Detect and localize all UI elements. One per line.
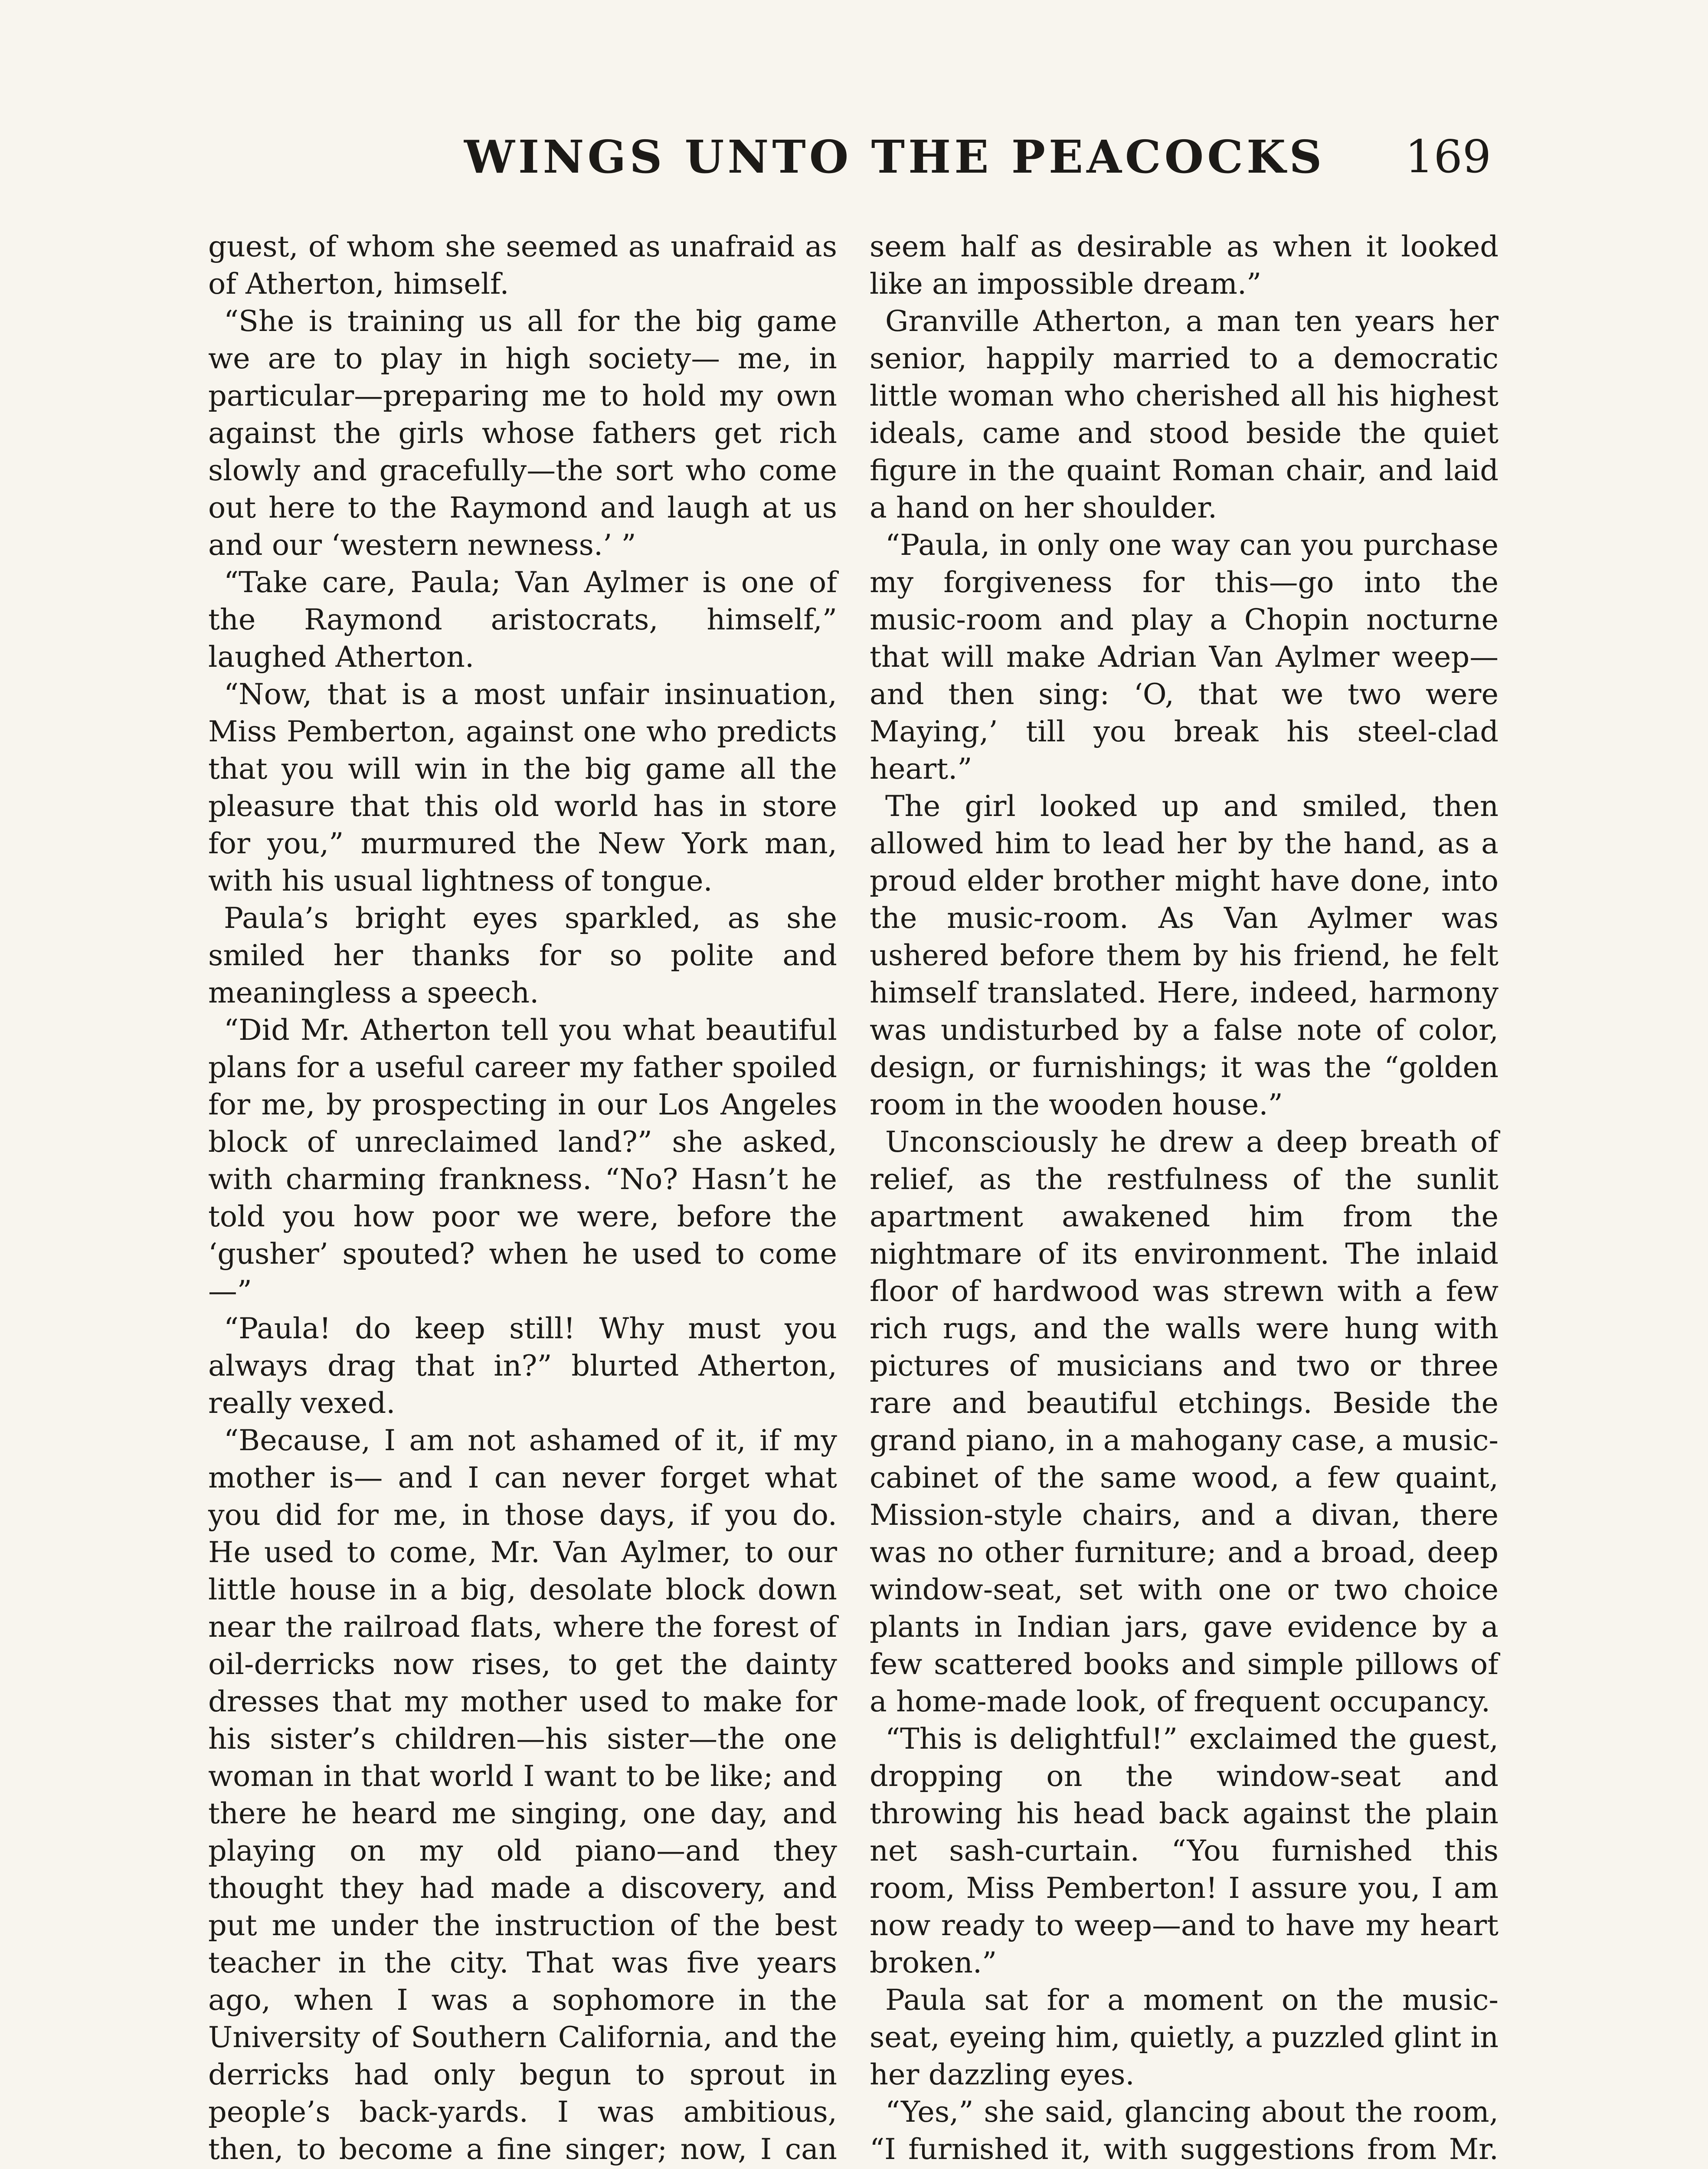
paragraph: “Now, that is a most unfair insinuation, Miss Pemberton, against one who predicts that you will win in the big game all the pleasure that this old world has in store for you,” murmured the New York man, with his usual lightness of tongue. [208, 677, 837, 898]
left-column [208, 228, 837, 2169]
paragraph: “Yes,” she said, glancing about the room, “I furnished it, with suggestions from Mr. [870, 2095, 1499, 2166]
paragraph: Paula sat for a moment on the music-seat, eyeing him, quietly, a puzzled glint in her dazzling eyes. [870, 1983, 1499, 2091]
paragraph: “This is delightful!” exclaimed the guest, dropping on the window-seat and throwing his head back against the plain net sash-curtain. “You furnished this room, Miss Pemberton! I assure you, I am now ready to weep—and to have my heart broken.” [870, 1722, 1499, 1979]
paragraph: “She is training us all for the big game we are to play in high society— me, in particular—preparing me to hold my own against the girls whose fathers get rich slowly and gracefully—the sort who come out here to the Raymond and laugh at us and our ‘western newness.’ ” [208, 304, 837, 562]
paragraph: “Did Mr. Atherton tell you what beautiful plans for a useful career my father spoiled for me, by prospecting in our Los Angeles block of unreclaimed land?” she asked, with charming frankness. “No? Hasn’t he told you how poor we were, before the ‘gusher’ spouted? when he used to come—” [208, 1013, 837, 1308]
right-column [870, 228, 1499, 2169]
paragraph: “Take care, Paula; Van Aylmer is one of the Raymond aristocrats, himself,” laughed Atherton. [208, 565, 837, 674]
running-title: WINGS UNTO THE PEACOCKS [464, 130, 1325, 183]
paragraph: guest, of whom she seemed as unafraid as of Atherton, himself. [208, 229, 837, 301]
paragraph: Unconsciously he drew a deep breath of relief, as the restfulness of the sunlit apartment awakened him from the nightmare of its environment. The inlaid floor of hardwood was strewn with a few rich rugs, and the walls were hung with pictures of musicians and two or three rare and beautiful etchings. Beside the grand piano, in a mahogany case, a music-cabinet of the same wood, a few quaint, Mission-style chairs, and a divan, there was no other furniture; and a broad, deep window-seat, set with one or two choice plants in Indian jars, gave evidence by a few scattered books and simple pillows of a home-made look, of frequent occupancy. [870, 1125, 1499, 1718]
paragraph: Granville Atherton, a man ten years her senior, happily married to a democratic little woman who cherished all his highest ideals, came and stood beside the quiet figure in the quaint Roman chair, and laid a hand on her shoulder. [870, 304, 1499, 524]
paragraph: “Paula! do keep still! Why must you always drag that in?” blurted Atherton, really vexed. [208, 1311, 837, 1420]
paragraph: seem half as desirable as when it looked like an impossible dream.” [870, 229, 1499, 301]
paragraph: The girl looked up and smiled, then allowed him to lead her by the hand, as a proud elder brother might have done, into the music-room. As Van Aylmer was ushered before them by his friend, he felt himself translated. Here, indeed, harmony was undisturbed by a false note of color, design, or furnishings; it was the “golden room in the wooden house.” [870, 789, 1499, 1121]
page-header [208, 130, 1500, 200]
paragraph: “Because, I am not ashamed of it, if my mother is— and I can never forget what you did for me, in those days, if you do. He used to come, Mr. Van Aylmer, to our little house in a big, desolate block down near the railroad flats, where the forest of oil-derricks now rises, to get the dainty dresses that my mother used to make for his sister’s children—his sister—the one woman in that world I want to be like; and there he heard me singing, one day, and playing on my old piano—and they thought they had made a discovery, and put me under the instruction of the best teacher in the city. That was five years ago, when I was a sophomore in the University of Southern California, and the derricks had only begun to sprout in people’s back-yards. I was ambitious, then, to become a fine singer; now, I can [208, 1423, 837, 2166]
page-number: 169 [1405, 130, 1491, 183]
paragraph: “Paula, in only one way can you purchase my forgiveness for this—go into the music-room and play a Chopin nocturne that will make Adrian Van Aylmer weep—and then sing: ‘O, that we two were Maying,’ till you break his steel-clad heart.” [870, 528, 1499, 786]
paragraph: Paula’s bright eyes sparkled, as she smiled her thanks for so polite and meaningless a speech. [208, 901, 837, 1009]
